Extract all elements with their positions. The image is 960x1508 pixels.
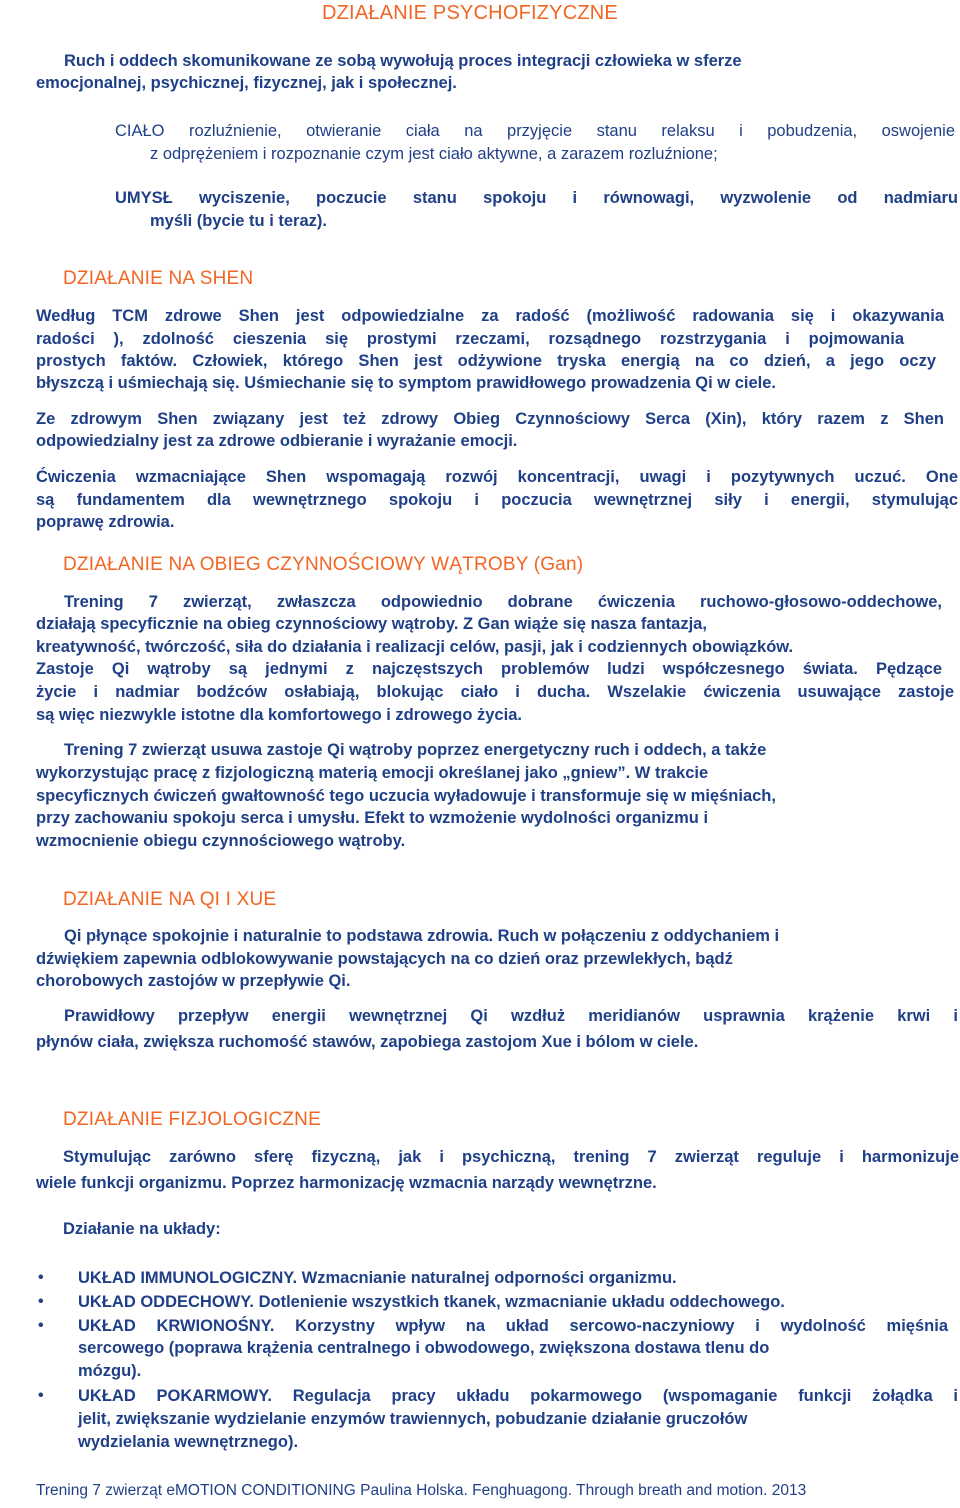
qi-xue-p2-line: płynów ciała, zwiększa ruchomość stawów, zapobiega zastojom Xue i bólom w ciele. xyxy=(36,1033,699,1051)
bullet-item: UKŁAD IMMUNOLOGICZNY. Wzmacnianie naturalnej odporności organizmu. xyxy=(78,1269,677,1287)
bullet-dot: • xyxy=(38,1269,44,1286)
section-heading-shen: DZIAŁANIE NA SHEN xyxy=(63,268,254,289)
physio-p1-line: Stymulując zarówno sferę fizyczną, jak i psychiczną, trening 7 zwierząt reguluje i harmonizuje xyxy=(63,1148,959,1166)
bullet-item: UKŁAD KRWIONOŚNY. Korzystny wpływ na układ sercowo-naczyniowy i wydolność mięśnia xyxy=(78,1317,948,1335)
liver-p2-line: specyficznych ćwiczeń gwałtowność tego uczucia wyładowuje i transformuje się w mięśniach, xyxy=(36,787,776,805)
body-line-1: CIAŁO rozluźnienie, otwieranie ciała na przyjęcie stanu relaksu i pobudzenia, oswojenie xyxy=(115,122,955,140)
shen-p2-line: odpowiedzialny jest za zdrowe odbieranie i wyrażanie emocji. xyxy=(36,432,518,450)
shen-p1-line: błyszczą i uśmiechają się. Uśmiechanie się to symptom prawidłowego prowadzenia Qi w ciele. xyxy=(36,374,776,392)
bullet-item-cont: jelit, zwiększanie wydzielanie enzymów trawiennych, pobudzanie działanie gruczołów xyxy=(78,1410,748,1428)
physio-p1-line: wiele funkcji organizmu. Poprzez harmonizację wzmacnia narządy wewnętrzne. xyxy=(36,1174,657,1192)
bullet-item-cont: sercowego (poprawa krążenia centralnego i obwodowego, zwiększona dostawa tlenu do xyxy=(78,1339,770,1357)
bullet-dot: • xyxy=(38,1317,44,1334)
page-footer: Trening 7 zwierząt eMOTION CONDITIONING Paulina Holska. Fenghuagong. Through breath and motion. 2013 xyxy=(36,1482,807,1499)
shen-p1-line: Według TCM zdrowe Shen jest odpowiedzialne za radość (możliwość radowania się i okazywania xyxy=(36,307,944,325)
liver-p1-line: działają specyficznie na obieg czynnościowy wątroby. Z Gan wiąże się nasza fantazja, xyxy=(36,615,707,633)
qi-xue-p1-line: Qi płynące spokojnie i naturalnie to podstawa zdrowia. Ruch w połączeniu z oddychaniem i xyxy=(64,927,780,945)
page-title: DZIAŁANIE PSYCHOFIZYCZNE xyxy=(322,2,618,24)
liver-p2-line: Trening 7 zwierząt usuwa zastoje Qi wątroby poprzez energetyczny ruch i oddech, a także xyxy=(64,741,767,759)
mind-line-1: UMYSŁ wyciszenie, poczucie stanu spokoju i równowagi, wyzwolenie od nadmiaru xyxy=(115,189,958,207)
bullet-dot: • xyxy=(38,1293,44,1310)
shen-p1-line: radości ), zdolność cieszenia się prostymi rzeczami, rozsądnego rozstrzygania i pojmowania xyxy=(36,330,904,348)
shen-p3-line: są fundamentem dla wewnętrznego spokoju i poczucia wewnętrznej siły i energii, stymulując xyxy=(36,491,958,509)
liver-p1-line: życie i nadmiar bodźców osłabiają, blokując ciało i ducha. Wszelakie ćwiczenia usuwające zastoje xyxy=(36,683,954,701)
liver-p2-line: wzmocnienie obiegu czynnościowego wątroby. xyxy=(36,832,406,850)
body-line-2: z odprężeniem i rozpoznanie czym jest ciało aktywne, a zarazem rozluźnione; xyxy=(150,145,718,163)
bullet-dot: • xyxy=(38,1387,44,1404)
liver-p2-line: wykorzystując pracę z fizjologiczną materią emocji określanej jako „gniew”. W trakcie xyxy=(36,764,709,782)
qi-xue-p2-line: Prawidłowy przepływ energii wewnętrznej Qi wzdłuż meridianów usprawnia krążenie krwi i xyxy=(64,1007,958,1025)
liver-p1-line: kreatywność, twórczość, siła do działania i realizacji celów, pasji, jak i codziennych obowiązków. xyxy=(36,638,794,656)
bullet-item: UKŁAD ODDECHOWY. Dotlenienie wszystkich tkanek, wzmacnianie układu oddechowego. xyxy=(78,1293,785,1311)
section-heading-liver: DZIAŁANIE NA OBIEG CZYNNOŚCIOWY WĄTROBY (Gan) xyxy=(63,554,584,575)
qi-xue-p1-line: dźwiękiem zapewnia odblokowywanie powstających na co dzień oraz przewlekłych, bądź xyxy=(36,950,733,968)
section-heading-qi-xue: DZIAŁANIE NA QI I XUE xyxy=(63,889,277,910)
shen-p2-line: Ze zdrowym Shen związany jest też zdrowy Obieg Czynnościowy Serca (Xin), który razem z Shen xyxy=(36,410,944,428)
bullet-item-cont: wydzielania wewnętrznego). xyxy=(78,1433,299,1451)
bullet-item-cont: mózgu). xyxy=(78,1362,142,1380)
intro-line-2: emocjonalnej, psychicznej, fizycznej, jak i społecznej. xyxy=(36,74,457,92)
shen-p1-line: prostych faktów. Człowiek, którego Shen jest odżywione tryska energią na co dzień, a jego oczy xyxy=(36,352,936,370)
liver-p1-line: Zastoje Qi wątroby są jednymi z najczęstszych problemów ludzi współczesnego świata. Pędzące xyxy=(36,660,942,678)
systems-label: Działanie na układy: xyxy=(63,1220,221,1238)
mind-line-2: myśli (bycie tu i teraz). xyxy=(150,212,327,230)
liver-p1-line: Trening 7 zwierząt, zwłaszcza odpowiednio dobrane ćwiczenia ruchowo-głosowo-oddechowe, xyxy=(64,593,942,611)
section-heading-physio: DZIAŁANIE FIZJOLOGICZNE xyxy=(63,1109,321,1130)
liver-p2-line: przy zachowaniu spokoju serca i umysłu. Efekt to wzmożenie wydolności organizmu i xyxy=(36,809,709,827)
intro-line-1: Ruch i oddech skomunikowane ze sobą wywołują proces integracji człowieka w sferze xyxy=(64,52,742,70)
qi-xue-p1-line: chorobowych zastojów w przepływie Qi. xyxy=(36,972,351,990)
shen-p3-line: poprawę zdrowia. xyxy=(36,513,175,531)
liver-p1-line: są więc niezwykle istotne dla komfortowego i zdrowego życia. xyxy=(36,706,522,724)
shen-p3-line: Ćwiczenia wzmacniające Shen wspomagają rozwój koncentracji, uwagi i pozytywnych uczuć. One xyxy=(36,468,958,486)
bullet-item: UKŁAD POKARMOWY. Regulacja pracy układu pokarmowego (wspomaganie funkcji żołądka i xyxy=(78,1387,958,1405)
